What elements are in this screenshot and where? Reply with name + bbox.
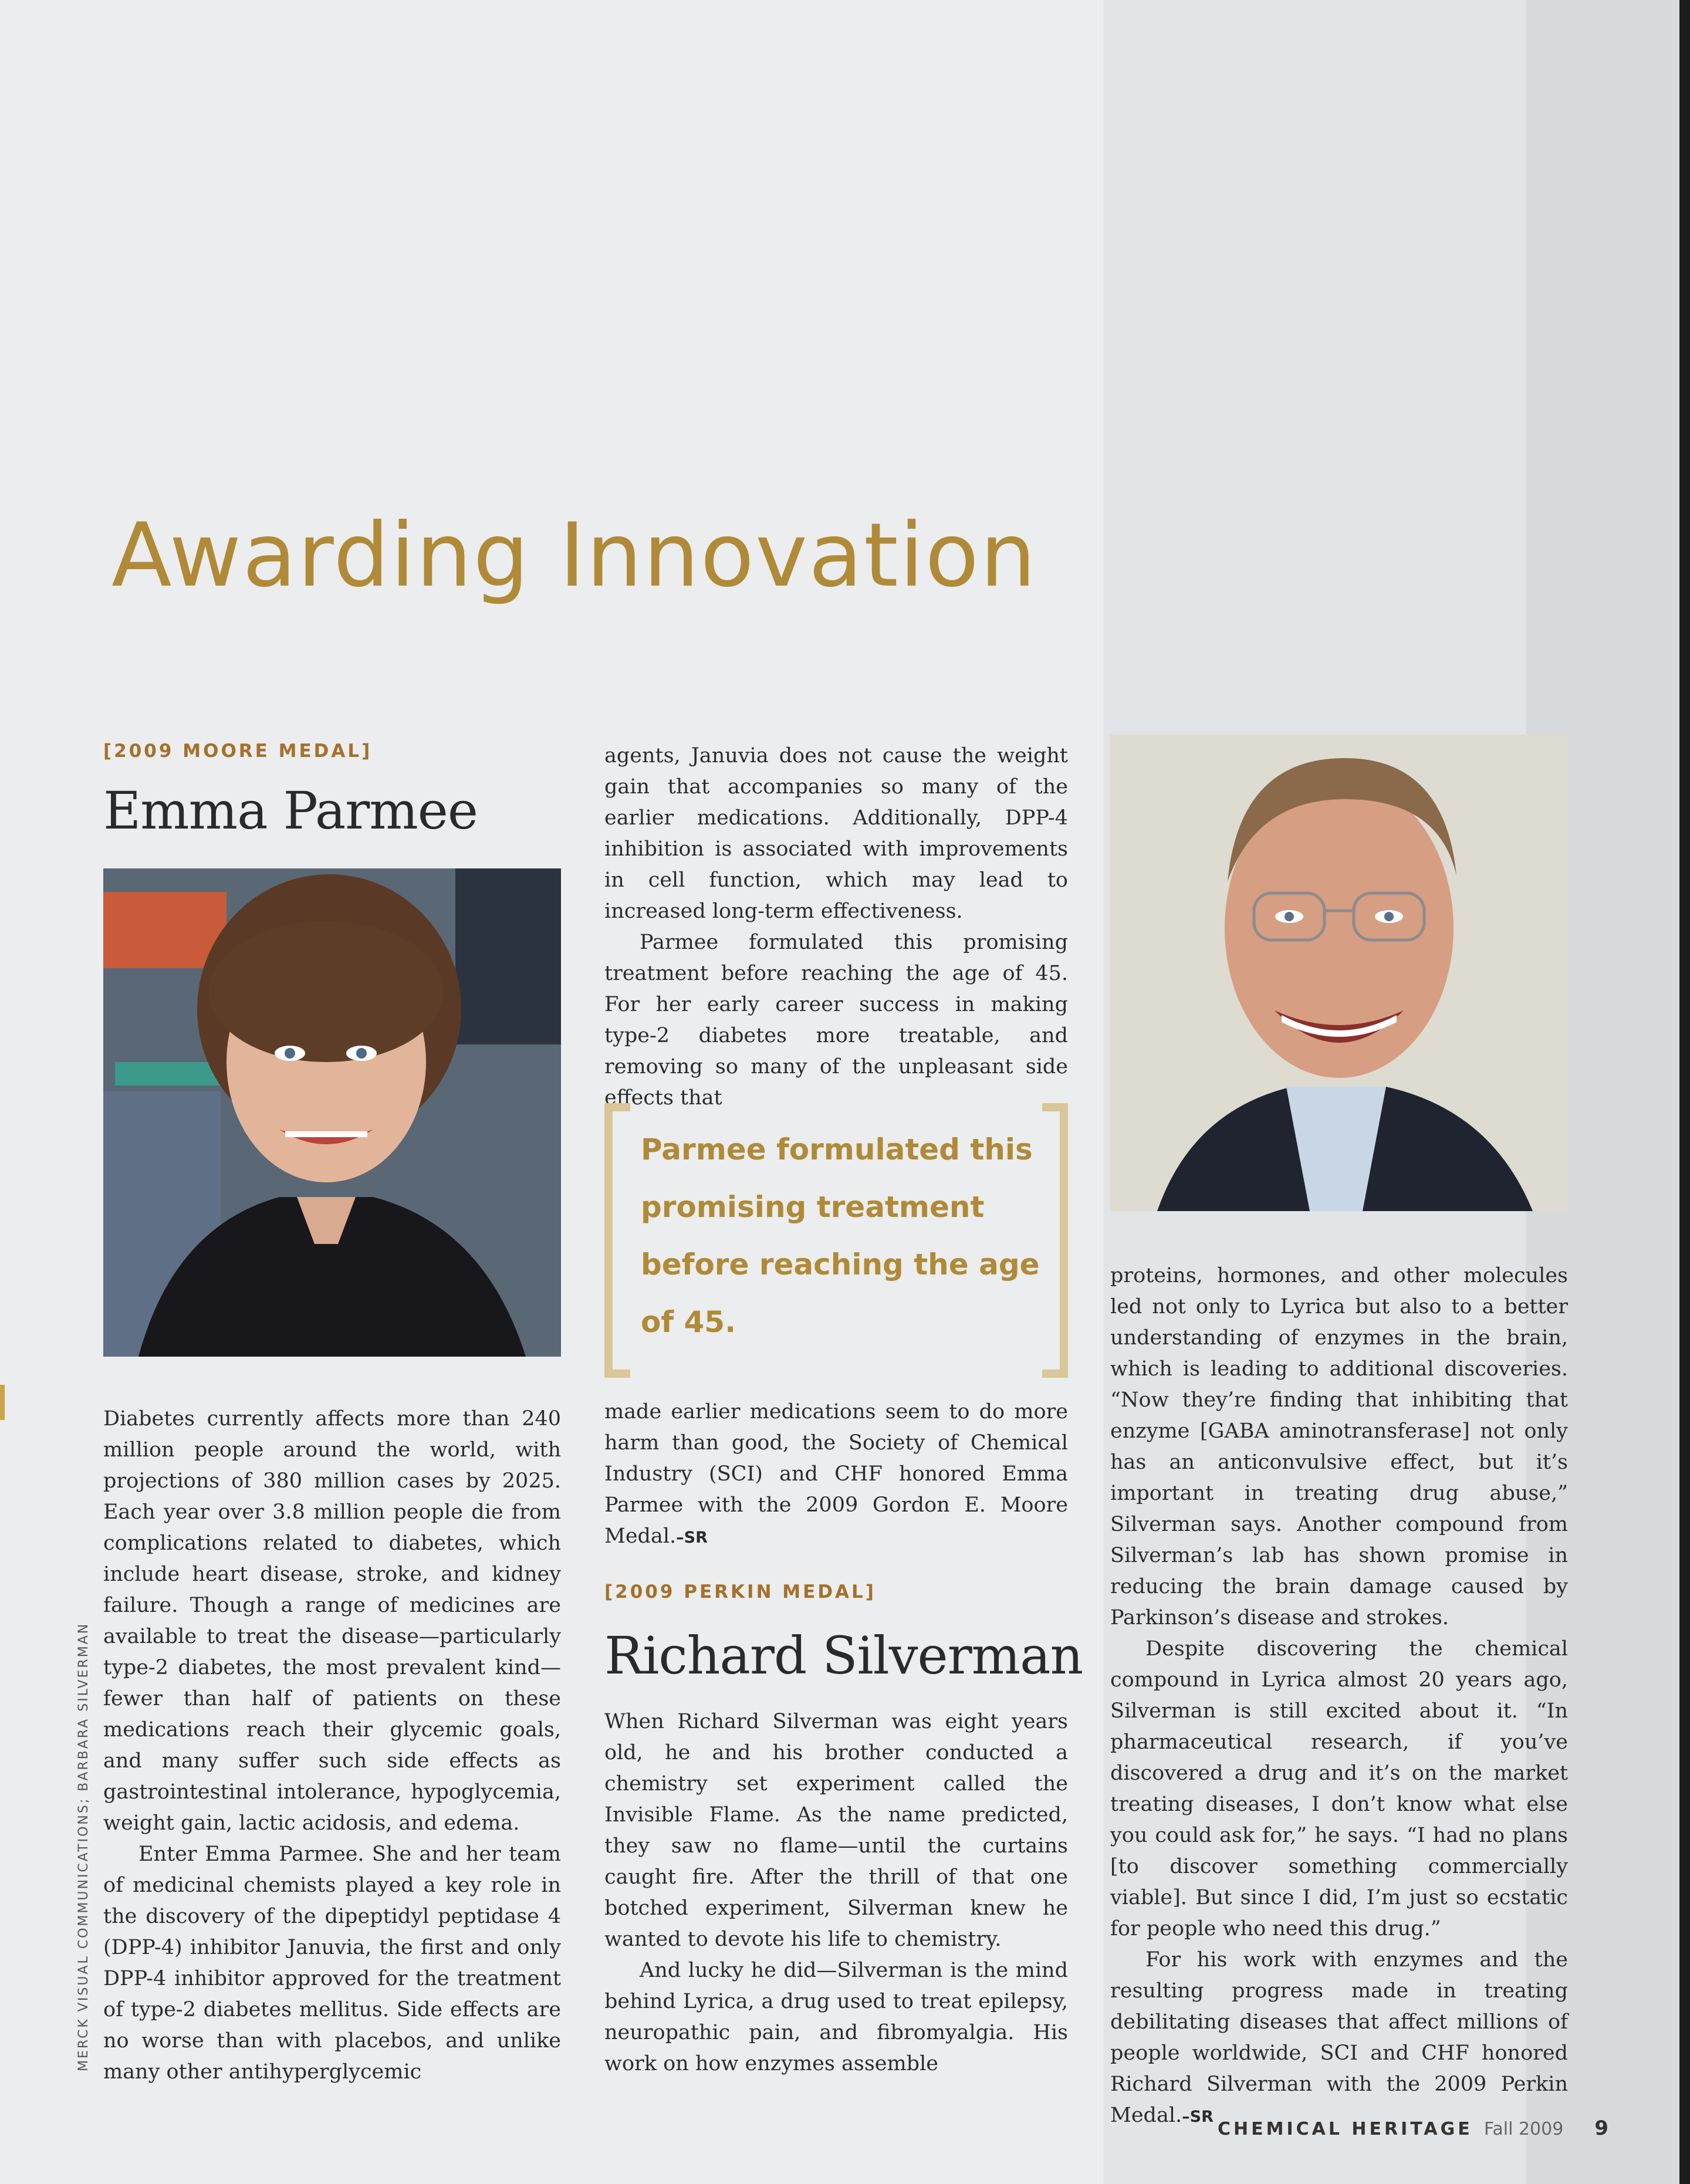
moore-article-column-2-top [604,741,1068,1114]
moore-medal-winner-name: Emma Parmee [103,780,478,841]
page-number: 9 [1594,2117,1609,2140]
richard-silverman-portrait [1110,735,1568,1211]
perkin-medal-kicker: [2009 PERKIN MEDAL] [604,1581,876,1602]
moore-paragraph-4: Parmee formulated this promising treatment before reaching the age of 45. For her early career success in making type-2 diabetes more treatable, and removing so many of the unpleasant side effects that [604,931,1068,1110]
moore-signoff: –SR [676,1529,708,1547]
perkin-medal-winner-name: Richard Silverman [604,1625,1083,1686]
issue-date: Fall 2009 [1483,2119,1564,2139]
perkin-article-column-2 [604,1706,1068,2080]
pull-quote-left-bracket [604,1103,630,1378]
page-edge-marker [0,1385,5,1420]
perkin-paragraph-4: Despite discovering the chemical compound in Lyrica almost 20 years ago, Silverman is still excited about it. “In pharmaceutical research, if you’ve discovered a drug and it’s on the market treating diseases, I don’t know what else you could ask for,” he says. “I had no plans [to discover something commercially viable]. But since I did, I’m just so ecstatic for people who need this drug.” [1110,1637,1568,1940]
perkin-paragraph-3: proteins, hormones, and other molecules led not only to Lyrica but also to a better understanding of enzymes in the brain, which is leading to additional discoveries. “Now they’re finding that inhibiting that enzyme [GABA aminotransferase] not only has an anticonvulsive effect, but it’s important in treating drug abuse,” Silverman says. Another compound from Silverman’s lab has shown promise in reducing the brain damage caused by Parkinson’s disease and strokes. [1110,1264,1568,1629]
page-footer [1218,2117,1608,2140]
perkin-paragraph-1: When Richard Silverman was eight years old, he and his brother conducted a chemistry set experiment called the Invisible Flame. As the name predicted, they saw no flame—until the curtains caught fire. After the thrill of that one botched experiment, Silverman knew he wanted to devote his life to chemistry. [604,1710,1068,1951]
emma-parmee-portrait [103,868,561,1357]
moore-paragraph-3: agents, Januvia does not cause the weight gain that accompanies so many of the earlier medications. Additionally, DPP-4 inhibition is associated with improvements in cell function, which may lead to increased long-term effectiveness. [604,744,1068,923]
moore-medal-kicker: [2009 MOORE MEDAL] [103,741,373,762]
moore-article-column-1 [103,1404,561,2088]
perkin-paragraph-5: For his work with enzymes and the resulting progress made in treating debilitating diseases that affect millions of people worldwide, SCI and CHF honored Richard Silverman with the 2009 Perkin Medal. [1110,1948,1568,2127]
moore-paragraph-5: made earlier medications seem to do more harm than good, the Society of Chemical Industry (SCI) and CHF honored Emma Parmee with the 2009 Gordon E. Moore Medal. [604,1400,1068,1548]
perkin-paragraph-2: And lucky he did—Silverman is the mind behind Lyrica, a drug used to treat epilepsy, neuropathic pain, and fibromyalgia. His work on how enzymes assemble [604,1959,1068,2075]
perkin-signoff: –SR [1182,2108,1214,2126]
photo-credit: MERCK VISUAL COMMUNICATIONS; BARBARA SILVERMAN [76,1622,91,2071]
pull-quote: Parmee formulated this promising treatment before reaching the age of 45. [641,1132,1040,1339]
page-headline: Awarding Innovation [111,505,1037,607]
moore-paragraph-2: Enter Emma Parmee. She and her team of medicinal chemists played a key role in the discovery of the dipeptidyl peptidase 4 (DPP-4) inhibitor Januvia, the first and only DPP-4 inhibitor approved for the treatment of type-2 diabetes mellitus. Side effects are no worse than with placebos, and unlike many other antihyperglycemic [103,1842,561,2084]
magazine-name: CHEMICAL HERITAGE [1218,2119,1473,2139]
perkin-article-column-3 [1110,1260,1568,2132]
moore-paragraph-1: Diabetes currently affects more than 240 million people around the world, with projections of 380 million cases by 2025. Each year over 3.8 million people die from complications related to diabetes, which include heart disease, stroke, and kidney failure. Though a range of medicines are available to treat the disease—particularly type-2 diabetes, the most prevalent kind—fewer than half of patients on these medications reach their glycemic goals, and many suffer such side effects as gastrointestinal intolerance, hypoglycemia, weight gain, lactic acidosis, and edema. [103,1407,561,1835]
moore-article-column-2-bottom [604,1397,1068,1553]
